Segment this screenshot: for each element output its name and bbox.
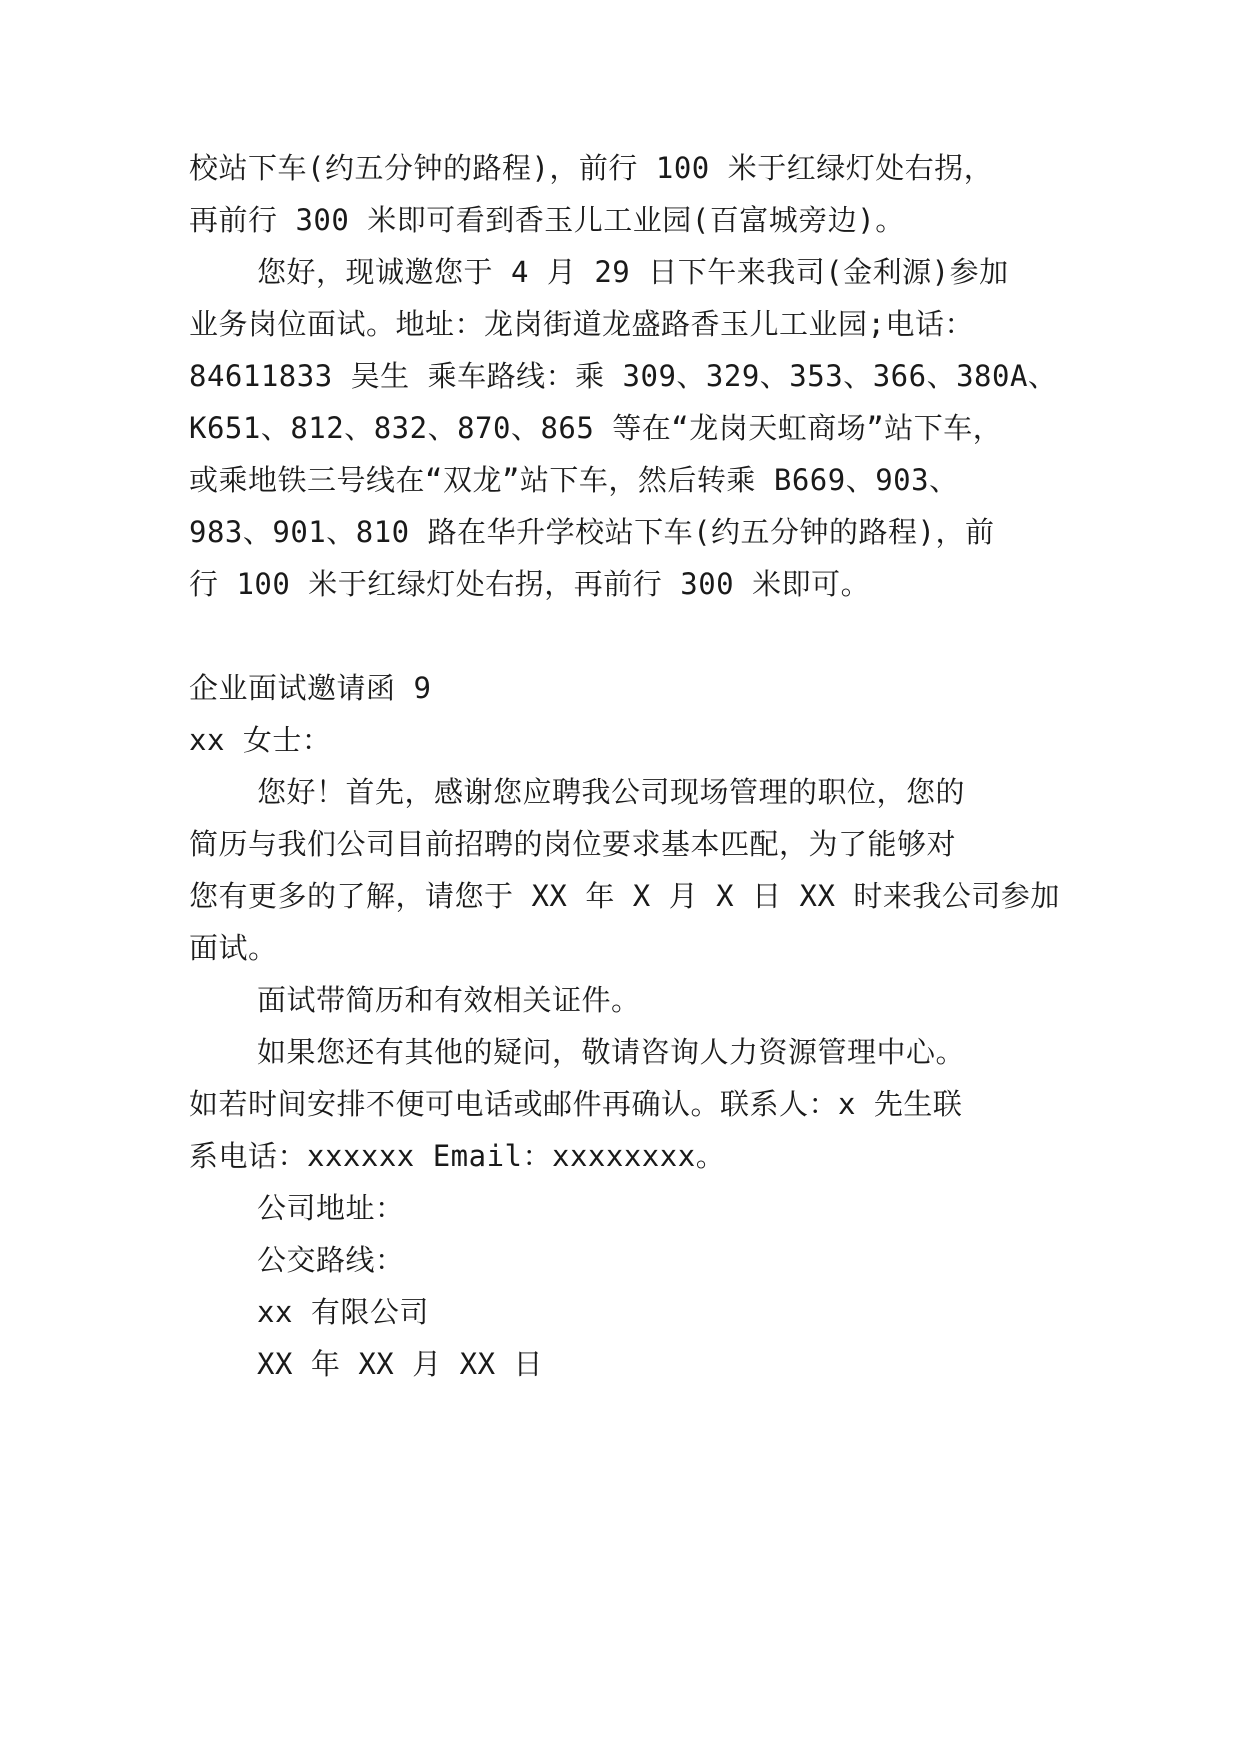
text-line: 您好，现诚邀您于 4 月 29 日下午来我司(金利源)参加 bbox=[257, 255, 1009, 289]
text-line: 面试。 bbox=[189, 931, 278, 965]
text-line: 系电话：xxxxxx Email：xxxxxxxx。 bbox=[189, 1139, 726, 1173]
bus-route-label: 公交路线： bbox=[257, 1243, 405, 1277]
date-line: XX 年 XX 月 XX 日 bbox=[257, 1347, 544, 1381]
company-name: xx 有限公司 bbox=[257, 1295, 429, 1329]
company-address-label: 公司地址： bbox=[257, 1191, 405, 1225]
salutation: xx 女士： bbox=[189, 723, 332, 757]
text-line: 您有更多的了解，请您于 XX 年 X 月 X 日 XX 时来我公司参加 bbox=[189, 879, 1060, 913]
text-line: 简历与我们公司目前招聘的岗位要求基本匹配，为了能够对 bbox=[189, 827, 957, 861]
text-line: 再前行 300 米即可看到香玉儿工业园(百富城旁边)。 bbox=[189, 203, 905, 237]
text-line: 983、901、810 路在华升学校站下车(约五分钟的路程)，前 bbox=[189, 515, 995, 549]
section-title: 企业面试邀请函 9 bbox=[189, 671, 432, 705]
text-line: 或乘地铁三号线在“双龙”站下车，然后转乘 B669、903、 bbox=[189, 463, 959, 497]
text-line: 行 100 米于红绿灯处右拐，再前行 300 米即可。 bbox=[189, 567, 871, 601]
text-line: 业务岗位面试。地址：龙岗街道龙盛路香玉儿工业园;电话： bbox=[189, 307, 974, 341]
text-line: 面试带简历和有效相关证件。 bbox=[257, 983, 641, 1017]
text-line: 您好！首先，感谢您应聘我公司现场管理的职位，您的 bbox=[257, 775, 966, 809]
text-line: 84611833 吴生 乘车路线：乘 309、329、353、366、380A、 bbox=[189, 359, 1058, 393]
text-line: K651、812、832、870、865 等在“龙岗天虹商场”站下车， bbox=[189, 411, 1003, 445]
text-line: 校站下车(约五分钟的路程)，前行 100 米于红绿灯处右拐， bbox=[189, 151, 994, 185]
text-line: 如果您还有其他的疑问，敬请咨询人力资源管理中心。 bbox=[257, 1035, 966, 1069]
text-line: 如若时间安排不便可电话或邮件再确认。联系人：x 先生联 bbox=[189, 1087, 963, 1121]
